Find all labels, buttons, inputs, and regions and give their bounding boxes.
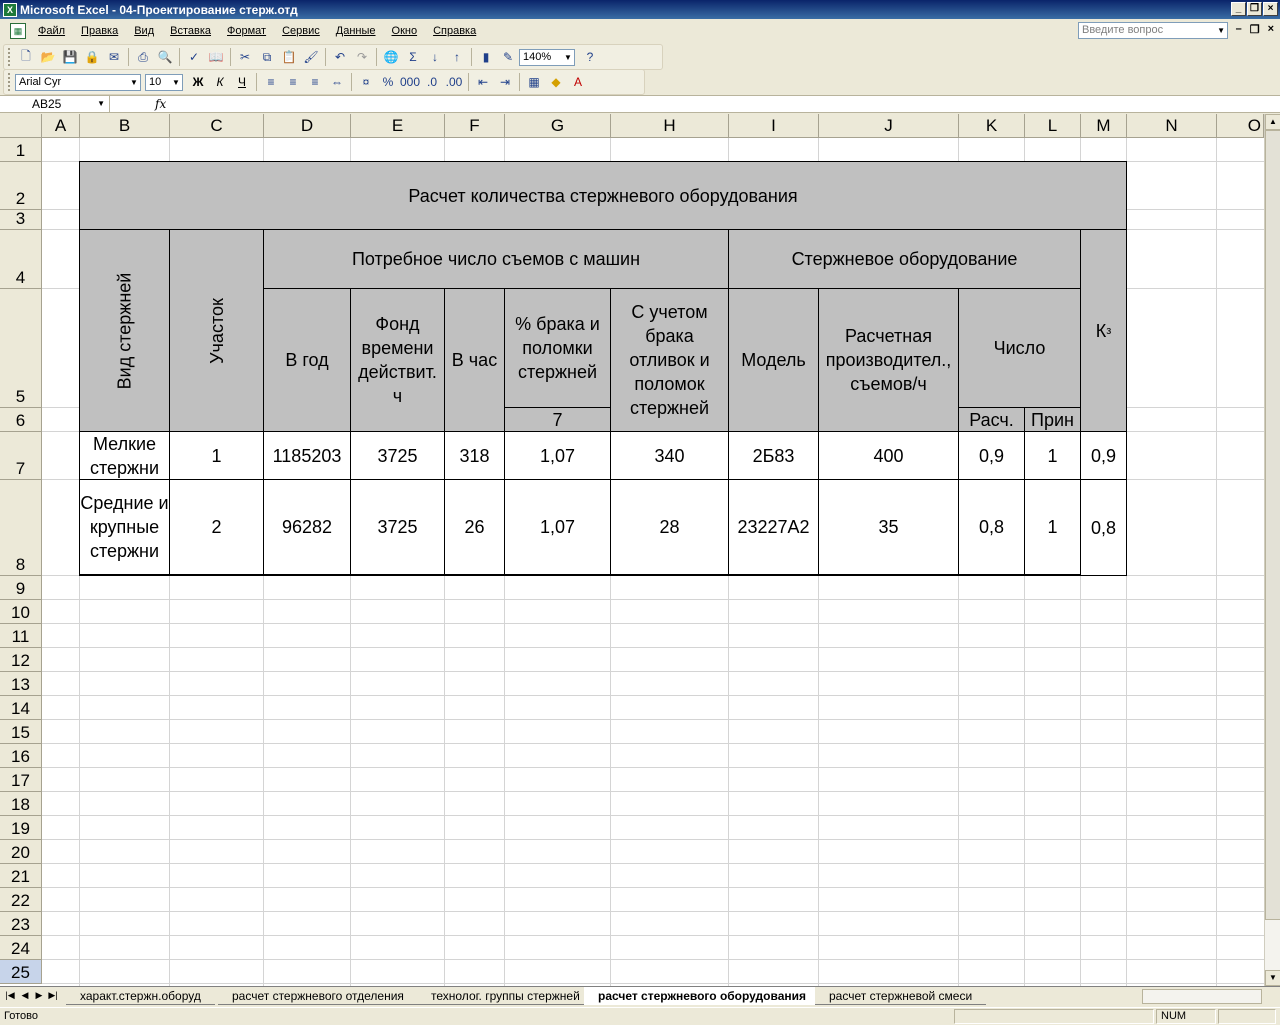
cell-chas[interactable]: 318: [445, 432, 505, 480]
row-header[interactable]: 23: [0, 912, 42, 936]
merge-center-icon[interactable]: ⇔: [331, 75, 343, 89]
status-bar: [0, 1007, 1280, 1024]
sheet-tab-active[interactable]: расчет стержневого оборудования: [584, 987, 820, 1005]
cut-icon[interactable]: ✂: [239, 50, 251, 64]
font-name-value: Arial Cyr: [19, 75, 62, 88]
scroll-up-icon[interactable]: ▲: [1265, 114, 1280, 130]
header-vid-cell: [80, 230, 170, 432]
document-icon[interactable]: ▦: [10, 23, 26, 39]
column-header[interactable]: D: [264, 114, 351, 138]
column-header[interactable]: B: [80, 114, 170, 138]
header-brak-num: 7: [505, 408, 611, 432]
header-uchastok-cell: [170, 230, 264, 432]
scroll-down-icon[interactable]: ▼: [1265, 970, 1280, 986]
print-icon[interactable]: ⎙: [138, 49, 148, 64]
doc-restore-button[interactable]: ❐: [1249, 24, 1260, 36]
status-pane: [954, 1009, 1154, 1024]
research-icon[interactable]: 📖: [208, 50, 224, 64]
drawing-icon[interactable]: ✎: [502, 50, 514, 64]
row-header[interactable]: 16: [0, 744, 42, 768]
row-header[interactable]: 4: [0, 230, 42, 289]
cell-vid[interactable]: Средние и крупные стержни: [80, 480, 170, 575]
chevron-down-icon[interactable]: ▼: [97, 99, 105, 108]
cell-uchet[interactable]: 28: [611, 480, 729, 575]
sort-asc-icon[interactable]: ↓: [432, 50, 438, 64]
header-k-sub: з: [1106, 324, 1112, 337]
cell-fond[interactable]: 3725: [351, 480, 445, 575]
row-header[interactable]: 8: [0, 480, 42, 576]
toolbar-grip[interactable]: [8, 48, 11, 66]
menu-format[interactable]: Формат: [227, 25, 267, 37]
row-header[interactable]: 19: [0, 816, 42, 840]
worksheet-grid[interactable]: [0, 114, 1264, 986]
column-header[interactable]: I: [729, 114, 819, 138]
cell-brak[interactable]: 1,07: [505, 432, 611, 480]
menu-view[interactable]: Вид: [134, 25, 155, 37]
font-name-select[interactable]: [15, 74, 141, 91]
zoom-select[interactable]: [519, 49, 575, 66]
doc-close-button[interactable]: ×: [1267, 23, 1274, 35]
header-uchastok: Участок: [206, 297, 227, 364]
header-k-cell: [1081, 230, 1126, 432]
grid-line: [1216, 138, 1217, 986]
prev-sheet-icon[interactable]: ◀: [21, 990, 29, 1000]
row-header[interactable]: 10: [0, 600, 42, 624]
cell-chas[interactable]: 26: [445, 480, 505, 575]
ask-placeholder: Введите вопрос: [1082, 24, 1164, 36]
column-header[interactable]: M: [1081, 114, 1127, 138]
save-icon[interactable]: 💾: [62, 50, 78, 64]
autosum-icon[interactable]: Σ: [409, 50, 417, 64]
status-ready: Готово: [4, 1010, 38, 1022]
sheet-tab[interactable]: характ.стержн.оборуд: [66, 987, 215, 1005]
increase-indent-icon[interactable]: ⇥: [499, 75, 511, 89]
cell-uch[interactable]: 2: [170, 480, 264, 575]
cell-model[interactable]: 23227А2: [729, 480, 819, 575]
cell-brak[interactable]: 1,07: [505, 480, 611, 575]
cell-model[interactable]: 2Б83: [729, 432, 819, 480]
column-header[interactable]: G: [505, 114, 611, 138]
cell-god[interactable]: 1185203: [264, 432, 351, 480]
align-left-icon[interactable]: ≡: [267, 75, 275, 89]
header-chislo: Число: [959, 289, 1081, 408]
bold-button[interactable]: Ж: [192, 75, 204, 89]
header-k: К: [1095, 320, 1107, 341]
chart-wizard-icon[interactable]: ▮: [482, 50, 490, 64]
chevron-down-icon[interactable]: ▼: [130, 77, 138, 87]
header-obor: Стержневое оборудование: [729, 230, 1081, 289]
formula-input[interactable]: [175, 96, 1275, 112]
undo-icon[interactable]: ↶: [334, 50, 346, 64]
name-box-value: AB25: [32, 97, 62, 111]
align-center-icon[interactable]: ≡: [289, 75, 297, 89]
cell-k[interactable]: 0,9: [1081, 432, 1126, 480]
decrease-indent-icon[interactable]: ⇤: [477, 75, 489, 89]
select-all-corner[interactable]: [0, 114, 42, 138]
permission-icon[interactable]: 🔒: [84, 50, 100, 64]
last-sheet-icon[interactable]: ▶|: [48, 990, 58, 1000]
italic-button[interactable]: К: [216, 75, 224, 89]
sort-desc-icon[interactable]: ↑: [454, 50, 460, 64]
row-header[interactable]: 22: [0, 888, 42, 912]
row-header[interactable]: 13: [0, 672, 42, 696]
close-button[interactable]: ×: [1263, 2, 1278, 16]
chevron-down-icon[interactable]: ▼: [564, 52, 572, 62]
cell-rasch[interactable]: 0,9: [959, 432, 1025, 480]
menu-data[interactable]: Данные: [335, 25, 376, 37]
menu-help[interactable]: Справка: [433, 25, 477, 37]
menu-tools[interactable]: Сервис: [282, 25, 320, 37]
cell-god[interactable]: 96282: [264, 480, 351, 575]
font-color-icon[interactable]: A: [573, 75, 582, 89]
help-icon[interactable]: ?: [586, 50, 594, 64]
header-rasch: Расч.: [959, 408, 1025, 432]
header-vchas: В час: [445, 289, 505, 432]
cell-uch[interactable]: 1: [170, 432, 264, 480]
header-vgod: В год: [264, 289, 351, 432]
header-raschprod: Расчетная производител., съемов/ч: [819, 289, 959, 432]
table-title: Расчет количества стержневого оборудования: [80, 162, 1126, 230]
row-header[interactable]: 5: [0, 289, 42, 408]
column-header[interactable]: J: [819, 114, 959, 138]
column-header[interactable]: F: [445, 114, 505, 138]
header-suchet: С учетом брака отливок и поломок стержней: [611, 289, 729, 432]
column-header[interactable]: C: [170, 114, 264, 138]
comma-style-icon[interactable]: 000: [399, 75, 421, 89]
sheet-tab[interactable]: расчет стержневого отделения: [218, 987, 418, 1005]
column-header[interactable]: E: [351, 114, 445, 138]
column-header[interactable]: O: [1217, 114, 1264, 138]
column-header[interactable]: A: [42, 114, 80, 138]
header-vid: Вид стержней: [114, 272, 135, 389]
cell-prin[interactable]: 1: [1025, 432, 1081, 480]
font-size-select[interactable]: [145, 74, 183, 91]
paste-icon[interactable]: 📋: [281, 50, 297, 64]
column-header[interactable]: K: [959, 114, 1025, 138]
menu-edit[interactable]: Правка: [81, 25, 119, 37]
row-header[interactable]: 24: [0, 936, 42, 960]
cell-prod[interactable]: 400: [819, 432, 959, 480]
print-preview-icon[interactable]: 🔍: [157, 50, 173, 64]
hyperlink-icon[interactable]: 🌐: [383, 50, 399, 64]
excel-app-icon: X: [3, 3, 17, 17]
cell-prod[interactable]: 35: [819, 480, 959, 575]
name-box[interactable]: [0, 96, 110, 112]
row-header[interactable]: 17: [0, 768, 42, 792]
formula-bar: [0, 95, 1280, 113]
toolbar-grip[interactable]: [8, 73, 11, 91]
standard-toolbar: [3, 44, 663, 70]
menu-bar: [0, 20, 1280, 42]
cell-prin[interactable]: 1: [1025, 480, 1081, 575]
row-header[interactable]: 12: [0, 648, 42, 672]
row-header[interactable]: 1: [0, 138, 42, 162]
column-header[interactable]: H: [611, 114, 729, 138]
sheet-tab[interactable]: расчет стержневой смеси: [815, 987, 986, 1005]
first-sheet-icon[interactable]: |◀: [5, 990, 15, 1000]
cell-rasch[interactable]: 0,8: [959, 480, 1025, 575]
status-pane: [1218, 1009, 1276, 1024]
scroll-thumb[interactable]: [1265, 130, 1280, 920]
row-header[interactable]: 18: [0, 792, 42, 816]
copy-icon[interactable]: ⧉: [262, 49, 272, 64]
header-prin: Прин: [1025, 408, 1081, 432]
header-fond: Фонд времени действит. ч: [351, 289, 445, 432]
header-model: Модель: [729, 289, 819, 432]
next-sheet-icon[interactable]: ▶: [35, 990, 43, 1000]
chevron-down-icon[interactable]: ▼: [1217, 26, 1225, 35]
window-title: Microsoft Excel - 04-Проектирование стерж.отд: [20, 2, 298, 17]
align-right-icon[interactable]: ≡: [311, 75, 319, 89]
new-icon[interactable]: 🗋: [21, 48, 31, 63]
spelling-icon[interactable]: ✓: [188, 50, 200, 64]
doc-minimize-button[interactable]: –: [1235, 23, 1242, 35]
minimize-button[interactable]: _: [1231, 2, 1246, 16]
vertical-scrollbar[interactable]: [1264, 114, 1280, 986]
row-header[interactable]: 25: [0, 960, 42, 984]
row-header[interactable]: 21: [0, 864, 42, 888]
cell-vid[interactable]: Мелкие стержни: [80, 432, 170, 480]
cell-uchet[interactable]: 340: [611, 432, 729, 480]
row-header[interactable]: 6: [0, 408, 42, 432]
menu-file[interactable]: Файл: [38, 25, 66, 37]
open-icon[interactable]: 📂: [40, 50, 56, 64]
maximize-button[interactable]: ❐: [1247, 2, 1262, 16]
title-bar: [0, 0, 1280, 19]
column-header[interactable]: L: [1025, 114, 1081, 138]
status-num: NUM: [1156, 1009, 1216, 1024]
zoom-value: 140%: [523, 50, 552, 63]
cell-k[interactable]: 0,8: [1081, 480, 1126, 575]
row-header[interactable]: 2: [0, 162, 42, 210]
chevron-down-icon[interactable]: ▼: [172, 77, 180, 87]
row-header[interactable]: 3: [0, 210, 42, 230]
format-painter-icon[interactable]: 🖌: [303, 50, 319, 64]
font-size-value: 10: [149, 75, 162, 88]
fx-icon[interactable]: fx: [155, 97, 167, 111]
horizontal-scrollbar[interactable]: [1142, 989, 1262, 1004]
row-header[interactable]: 9: [0, 576, 42, 600]
column-header[interactable]: N: [1127, 114, 1217, 138]
borders-icon[interactable]: ▦: [528, 75, 540, 89]
decrease-decimal-icon[interactable]: .00: [445, 75, 463, 89]
row-header[interactable]: 15: [0, 720, 42, 744]
percent-icon[interactable]: %: [382, 75, 394, 89]
row-header[interactable]: 7: [0, 432, 42, 480]
header-potreb: Потребное число съемов с машин: [264, 230, 729, 289]
row-header[interactable]: 14: [0, 696, 42, 720]
row-header[interactable]: 20: [0, 840, 42, 864]
currency-icon[interactable]: ¤: [362, 75, 370, 89]
redo-icon[interactable]: ↷: [356, 50, 368, 64]
sheet-tab-bar: [0, 986, 1280, 1006]
formatting-toolbar: [3, 69, 645, 95]
header-brak: % брака и поломки стержней: [505, 289, 611, 408]
cell-fond[interactable]: 3725: [351, 432, 445, 480]
increase-decimal-icon[interactable]: .0: [426, 75, 437, 89]
menu-window[interactable]: Окно: [391, 25, 418, 37]
row-header[interactable]: 11: [0, 624, 42, 648]
email-icon[interactable]: ✉: [108, 50, 120, 64]
underline-button[interactable]: Ч: [238, 75, 246, 89]
fill-color-icon[interactable]: ◆: [551, 75, 561, 89]
menu-insert[interactable]: Вставка: [170, 25, 212, 37]
ask-question-box[interactable]: [1078, 22, 1228, 39]
sheet-tab[interactable]: технолог. группы стержней: [417, 987, 594, 1005]
